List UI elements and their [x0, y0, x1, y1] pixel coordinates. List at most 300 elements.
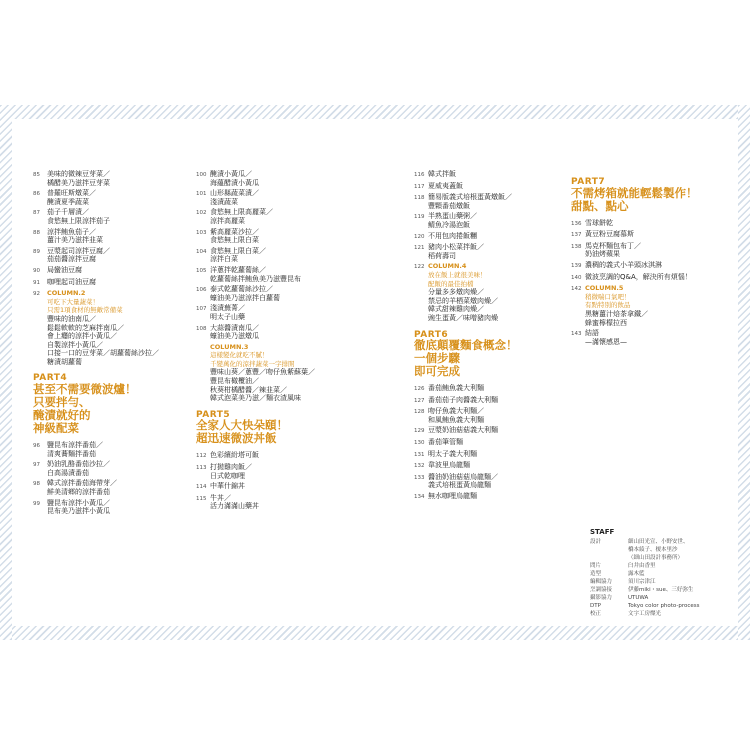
staff-names — [628, 586, 693, 594]
entry-line: 咖哩起司油豆腐 — [47, 277, 96, 286]
page-number: 99 — [33, 500, 40, 507]
entry-text — [210, 494, 356, 511]
staff-names — [628, 602, 700, 610]
toc-entry — [196, 228, 356, 245]
page-number: 138 — [571, 243, 582, 250]
page-number: 139 — [571, 262, 582, 269]
column-label: COLUMN.4 — [428, 262, 467, 271]
entry-line: 蜂蜜檸檬拉西 — [585, 318, 627, 327]
entry-line: 夏威夷蓋飯 — [428, 181, 463, 190]
staff-row — [590, 586, 700, 594]
toc-entry — [33, 228, 183, 245]
entry-line: 茄子千層漬／ — [47, 208, 89, 217]
toc-entry — [33, 479, 183, 496]
entry-line: 醃漬小黃瓜／ — [210, 170, 252, 178]
entry-line: 口接一口的豆芽菜／胡蘿蔔絲沙拉／ — [47, 349, 159, 358]
toc-entry — [33, 499, 183, 516]
staff-names — [628, 562, 656, 570]
toc-entry — [33, 441, 183, 458]
entry-text — [428, 384, 574, 394]
toc-entry — [571, 230, 721, 240]
staff-name-line: UTUWA — [628, 595, 649, 601]
column-label: COLUMN.2 — [47, 289, 86, 298]
entry-line: 紫高麗菜沙拉／ — [210, 227, 259, 236]
page-number: 97 — [33, 462, 40, 469]
page-number: 113 — [196, 465, 207, 472]
entry-text — [585, 242, 721, 259]
toc-entry — [414, 438, 574, 448]
toc-column-2 — [196, 170, 356, 513]
entry-line: 會上癮的涼拌小黃瓜／ — [47, 332, 117, 341]
entry-line: 涼拌白菜 — [210, 255, 238, 264]
toc-entry — [196, 247, 356, 264]
page-number: 129 — [414, 428, 425, 435]
page-number: 87 — [33, 210, 40, 217]
entry-line: 半熟蛋山藥粥／ — [428, 212, 477, 221]
entry-text — [585, 261, 721, 271]
entry-text — [47, 208, 183, 225]
entry-line: 秋葵柑橘醋醬／辣韭菜／ — [210, 385, 287, 394]
toc-entry — [571, 261, 721, 271]
entry-text — [47, 228, 183, 245]
staff-role: 問片 — [590, 563, 602, 569]
entry-line: 奶油乳酪番茄沙拉／ — [47, 460, 110, 469]
entry-line: 韓式甜辣雞肉燥／ — [428, 305, 484, 314]
page-number — [196, 343, 210, 403]
page-number: 126 — [414, 386, 425, 393]
page-number: 143 — [571, 331, 582, 338]
entry-line: 義式培根蛋黃烏龍麵 — [428, 481, 491, 490]
staff-names — [628, 570, 645, 578]
entry-text — [210, 247, 356, 264]
page-number: 142 — [571, 286, 582, 293]
entry-text — [428, 492, 574, 502]
part-label: PART5 — [196, 409, 231, 420]
entry-text — [210, 266, 356, 283]
decorative-bottom-stripe — [0, 626, 750, 640]
page-number: 115 — [196, 495, 207, 502]
entry-line: 番茄鮪魚義大利麵 — [428, 384, 484, 393]
entry-text — [585, 329, 721, 346]
toc-entry — [414, 407, 574, 424]
page-number: 101 — [196, 191, 207, 198]
entry-text — [585, 273, 721, 283]
staff-name-line: 細山田光宣、小野安世、 — [628, 539, 689, 545]
entry-text — [47, 170, 183, 187]
page-number: 86 — [33, 191, 40, 198]
entry-text — [428, 473, 574, 490]
entry-line: 明太子山藥 — [210, 312, 245, 321]
entry-text — [47, 247, 183, 264]
staff-row — [590, 562, 700, 570]
page-number: 136 — [571, 220, 582, 227]
entry-line: 和風鮪魚義大利麵 — [428, 415, 484, 424]
entry-line: 醬油奶油菇菇烏龍麵／ — [428, 472, 498, 481]
entry-line: 韓式泡菜美乃滋／麵衣渣風味 — [210, 394, 301, 403]
toc-entry — [414, 384, 574, 394]
decorative-left-stripe — [0, 105, 12, 640]
entry-line: 微波烹調的Q&A，解決所有煩惱！ — [585, 272, 692, 281]
entry-text — [210, 285, 356, 302]
part-title-line: 只要拌勻、 — [33, 395, 91, 410]
page-number: 108 — [196, 325, 207, 332]
column-entry — [196, 343, 356, 403]
entry-text — [428, 182, 574, 192]
page-number: 132 — [414, 463, 425, 470]
toc-entry — [196, 494, 356, 511]
part-label: PART6 — [414, 329, 449, 340]
column-subtitle: 千變萬化的涼拌蔬菜一字排開 — [210, 359, 295, 368]
toc-entry — [196, 285, 356, 302]
entry-text — [428, 212, 574, 229]
entry-line: 清爽蕎麵拌番茄 — [47, 449, 96, 458]
entry-line: 色彩繽紛塔可飯 — [210, 451, 259, 460]
entry-line: 鮮美清鄉的涼拌番茄 — [47, 488, 110, 497]
entry-line: 淺漬蕪菁／ — [210, 304, 245, 313]
entry-line: 韓式涼拌番茄海帶芽／ — [47, 479, 117, 488]
toc-entry — [571, 219, 721, 229]
staff-name-line: 文字工房燦光 — [628, 611, 662, 617]
toc-entry — [414, 232, 574, 242]
entry-line: 中華什錦丼 — [210, 482, 245, 491]
entry-line: 日式乾咖哩 — [210, 471, 245, 480]
entry-line: 不用包肉捲飯糰 — [428, 231, 477, 240]
entry-line: 豐味山葵／蔥豐／吻仔魚紫蘇葉／ — [210, 368, 315, 377]
toc-entry — [196, 189, 356, 206]
toc-entry — [571, 329, 721, 346]
toc-entry — [33, 278, 183, 288]
entry-line: 黑糖薑汁焙茶拿鐵／ — [585, 309, 648, 318]
entry-text — [210, 451, 356, 461]
page-number: 118 — [414, 195, 425, 202]
entry-text — [47, 189, 183, 206]
page-number: 134 — [414, 494, 425, 501]
staff-role: 烹調協接 — [590, 587, 613, 593]
staff-name-line: 伊藤miki・sue、三好弥生 — [628, 587, 694, 593]
toc-entry — [33, 170, 183, 187]
page-number: 106 — [196, 287, 207, 294]
staff-names — [628, 610, 661, 618]
staff-title: STAFF — [590, 528, 615, 536]
toc-entry — [414, 426, 574, 436]
toc-entry — [414, 396, 574, 406]
entry-line: 乾蘿蔔絲拌鮪魚美乃滋豐昆布 — [210, 274, 301, 283]
staff-row — [590, 578, 700, 586]
entry-line: 禁忌的羊栖菜燉肉燥／ — [428, 296, 498, 305]
entry-line: 豐顆番茄燉飯 — [428, 201, 470, 210]
part-title-line: 醃漬就好的 — [33, 408, 91, 423]
entry-text — [428, 396, 574, 406]
entry-line: 黃豆粉豆腐慕斯 — [585, 230, 634, 239]
entry-line: 糖漬胡蘿蔔 — [47, 357, 82, 366]
entry-text — [585, 284, 721, 327]
entry-line: 普羅旺斯燉菜／ — [47, 189, 96, 198]
entry-text — [428, 438, 574, 448]
column-subtitle: 這樣變化就吃不膩！ — [210, 351, 269, 360]
page-number: 112 — [196, 453, 207, 460]
entry-line: 醃漬夏季蔬菜 — [47, 197, 89, 206]
part-heading — [414, 331, 574, 379]
part-title-line: 一個步驟 — [414, 351, 460, 366]
toc-column-1 — [33, 170, 183, 518]
column-subtitle: 只需1項食材的無敵常備菜 — [47, 306, 123, 315]
entry-text — [428, 450, 574, 460]
entry-line: 豆漿起司涼拌豆腐／ — [47, 246, 110, 255]
entry-text — [428, 461, 574, 471]
entry-line: 鹽昆布涼拌小黃瓜／ — [47, 498, 110, 507]
staff-credits — [590, 528, 700, 618]
page-number: 128 — [414, 409, 425, 416]
part-label: PART7 — [571, 177, 606, 187]
page-number: 122 — [414, 264, 425, 271]
entry-line: 吻仔魚義大利麵／ — [428, 407, 484, 416]
staff-names — [628, 578, 656, 586]
toc-entry — [196, 266, 356, 283]
entry-line: 奶油烤蘋果 — [585, 250, 620, 259]
page-number: 91 — [33, 279, 40, 286]
toc-entry — [33, 247, 183, 264]
toc-entry — [33, 208, 183, 225]
entry-line: 馬克杯麵包布丁／ — [585, 241, 641, 250]
staff-row — [590, 610, 700, 618]
entry-text — [47, 289, 183, 366]
entry-line: 洋蔥拌乾蘿蔔絲／ — [210, 265, 266, 274]
entry-line: 豬肉小松菜拌飯／ — [428, 243, 484, 252]
entry-line: 昆布美乃滋拌小黃瓜 — [47, 507, 110, 516]
page-number: 116 — [414, 172, 425, 178]
decorative-top-stripe — [0, 105, 750, 119]
toc-entry — [33, 189, 183, 206]
page-number: 107 — [196, 306, 207, 313]
toc-entry — [196, 304, 356, 321]
page-number: 130 — [414, 440, 425, 447]
part-heading — [196, 411, 356, 446]
page-number: 133 — [414, 474, 425, 481]
staff-name-line: 臼井由香里 — [628, 563, 656, 569]
part-title-line: 神級配菜 — [33, 421, 79, 436]
staff-role: 編輯協力 — [590, 579, 613, 585]
column-label: COLUMN.3 — [210, 342, 249, 351]
part-heading — [571, 178, 721, 213]
toc-entry — [33, 460, 183, 477]
entry-text — [47, 441, 183, 458]
entry-text — [210, 208, 356, 225]
entry-text — [210, 170, 356, 187]
entry-text — [428, 407, 574, 424]
entry-line: 豐味的油南瓜／ — [47, 314, 96, 323]
entry-line: 山形縣蔬菜漬／ — [210, 189, 259, 198]
toc-entry — [196, 324, 356, 341]
toc-entry — [414, 212, 574, 229]
entry-text — [428, 243, 574, 260]
column-entry — [414, 262, 574, 322]
entry-line: 結語 — [585, 329, 599, 338]
entry-line: 美味的微辣豆芽菜／ — [47, 170, 110, 178]
staff-names — [628, 594, 648, 602]
page-number: 121 — [414, 245, 425, 252]
staff-role: 設計 — [590, 539, 602, 545]
entry-line: 白高湯漬番茄 — [47, 468, 89, 477]
entry-text — [210, 189, 356, 206]
page-number: 117 — [414, 183, 425, 190]
entry-line: 海蘊醋漬小黃瓜 — [210, 178, 259, 187]
part-label: PART4 — [33, 373, 68, 384]
column-subtitle: 配飯的最佳拍檔 — [428, 279, 474, 288]
entry-text — [47, 479, 183, 496]
page-number: 104 — [196, 248, 207, 255]
entry-line: 番茄茄子肉醬義大利麵 — [428, 395, 498, 404]
staff-names — [628, 538, 689, 562]
entry-line: 韋波里烏龍麵 — [428, 461, 470, 470]
entry-text — [585, 230, 721, 240]
entry-line: 豐昆布橄欖油／ — [210, 377, 259, 386]
entry-line: 自製涼拌小黃瓜／ — [47, 340, 103, 349]
column-subtitle: 有點特別的飲品 — [585, 301, 631, 310]
part-title-line: 甜點、點心 — [571, 198, 629, 213]
entry-line: 大蒜醬漬南瓜／ — [210, 323, 259, 332]
staff-role: DTP — [590, 603, 601, 609]
page-number: 92 — [33, 291, 40, 298]
entry-line: 牛丼／ — [210, 493, 231, 502]
toc-entry — [414, 182, 574, 192]
column-subtitle: 可吃下大量蔬菜！ — [47, 297, 99, 306]
entry-text — [47, 499, 183, 516]
page-number: 100 — [196, 172, 207, 178]
staff-row — [590, 570, 700, 578]
entry-line: 涼拌高麗菜 — [210, 216, 245, 225]
entry-line: 泰式乾蘿蔔絲沙拉／ — [210, 285, 273, 294]
page-number: 119 — [414, 214, 425, 221]
page-number: 120 — [414, 233, 425, 240]
page-number: 88 — [33, 229, 40, 236]
entry-line: 涼拌鮪魚茄子／ — [47, 227, 96, 236]
column-label: COLUMN.5 — [585, 284, 624, 293]
page-number: 131 — [414, 451, 425, 458]
staff-row — [590, 538, 700, 562]
staff-role: 校正 — [590, 611, 602, 617]
entry-line: 食慾無上限涼拌茄子 — [47, 216, 110, 225]
page-number: 96 — [33, 443, 40, 450]
page-number: 127 — [414, 397, 425, 404]
entry-text — [428, 193, 574, 210]
staff-row — [590, 602, 700, 610]
entry-line: 打拋雞肉飯／ — [210, 463, 252, 472]
entry-line: 豌生蛋黃／味噌豬肉燥 — [428, 313, 498, 322]
entry-line: 局蠻油豆腐 — [47, 265, 82, 274]
page-number: 137 — [571, 232, 582, 239]
entry-line: 茄茄醬涼拌豆腐 — [47, 255, 96, 264]
column-entry — [33, 289, 183, 366]
page-number: 98 — [33, 481, 40, 488]
entry-text — [210, 324, 356, 341]
part-title-line: 全家人大快朵頤！ — [196, 418, 288, 433]
page-number: 102 — [196, 210, 207, 217]
entry-line: 明太子義大利麵 — [428, 449, 477, 458]
toc-entry — [414, 170, 574, 180]
page-number: 85 — [33, 172, 40, 178]
toc-entry — [196, 482, 356, 492]
entry-text — [428, 262, 574, 322]
toc-entry — [414, 492, 574, 502]
entry-line: 鹽昆布涼拌番茄／ — [47, 441, 103, 450]
entry-line: 簡易版義式培根蛋黃燉飯／ — [428, 193, 512, 202]
part-heading — [33, 374, 183, 435]
column-entry — [571, 284, 721, 327]
page-number: 114 — [196, 484, 207, 491]
entry-text — [47, 266, 183, 276]
entry-text — [428, 232, 574, 242]
toc-entry — [196, 170, 356, 187]
part-title-line: 不需烤箱就能輕鬆製作！ — [571, 185, 698, 200]
entry-line: 稻荷壽司 — [428, 251, 456, 260]
entry-text — [210, 463, 356, 480]
entry-line: —滿懷感恩— — [585, 337, 627, 346]
toc-entry — [196, 451, 356, 461]
toc-column-4 — [571, 170, 721, 348]
entry-line: 豆漿奶油菇菇義大利麵 — [428, 426, 498, 435]
toc-entry — [571, 273, 721, 283]
staff-row — [590, 594, 700, 602]
entry-line: 番茄筆管麵 — [428, 438, 463, 447]
toc-entry — [196, 208, 356, 225]
staff-name-line: 露木藍 — [628, 571, 645, 577]
part-title-line: 即可完成 — [414, 364, 460, 379]
entry-line: 淺漬蔬菜 — [210, 197, 238, 206]
part-title-line: 甚至不需要微波爐！ — [33, 382, 137, 397]
staff-role: 造型 — [590, 571, 602, 577]
toc-entry — [414, 461, 574, 471]
entry-text — [210, 343, 356, 403]
entry-line: 鬆鬆軟軟的芝麻拌南瓜／ — [47, 323, 124, 332]
staff-role: 攝影協力 — [590, 595, 613, 601]
entry-line: 蠔油美乃滋燉瓜 — [210, 332, 259, 341]
toc-entry — [414, 193, 574, 210]
staff-name-line: Tokyo color photo-process — [628, 603, 700, 609]
entry-line: 活力滿滿山藥丼 — [210, 502, 259, 511]
entry-line: 食慾無上限高麗菜／ — [210, 208, 273, 217]
entry-line: 雪球餅乾 — [585, 218, 613, 227]
staff-name-line: 橋本綾子、榎本里沙 — [628, 547, 678, 553]
toc-entry — [414, 473, 574, 490]
part-title-line: 超迅速微波丼飯 — [196, 431, 277, 446]
entry-text — [47, 278, 183, 288]
entry-text — [210, 304, 356, 321]
entry-text — [585, 219, 721, 229]
entry-line: 蠔油美乃滋涼拌白蘿蔔 — [210, 293, 280, 302]
page-number: 90 — [33, 267, 40, 274]
entry-line: 食慾無上限白菜 — [210, 236, 259, 245]
toc-column-3 — [414, 170, 574, 504]
decorative-right-stripe — [738, 105, 750, 640]
toc-entry — [414, 243, 574, 260]
staff-name-line: （細山田設計事務所） — [628, 555, 684, 561]
page-number: 103 — [196, 229, 207, 236]
entry-line: 濃稠的義式小羊頭冰淇淋 — [585, 260, 662, 269]
entry-text — [428, 426, 574, 436]
entry-text — [210, 228, 356, 245]
toc-entry — [33, 266, 183, 276]
column-subtitle: 稍微喘口氣吧！ — [585, 292, 631, 301]
entry-line: 韓式拌飯 — [428, 170, 456, 178]
staff-name-line: 須川宗津江 — [628, 579, 656, 585]
entry-text — [47, 460, 183, 477]
toc-entry — [571, 242, 721, 259]
entry-line: 橘醋美乃滋拌豆芽菜 — [47, 178, 110, 187]
entry-text — [210, 482, 356, 492]
entry-line: 薑汁美乃滋拌韭菜 — [47, 236, 103, 245]
column-subtitle: 放在飯上就很美味！ — [428, 270, 487, 279]
page-number: 105 — [196, 267, 207, 274]
